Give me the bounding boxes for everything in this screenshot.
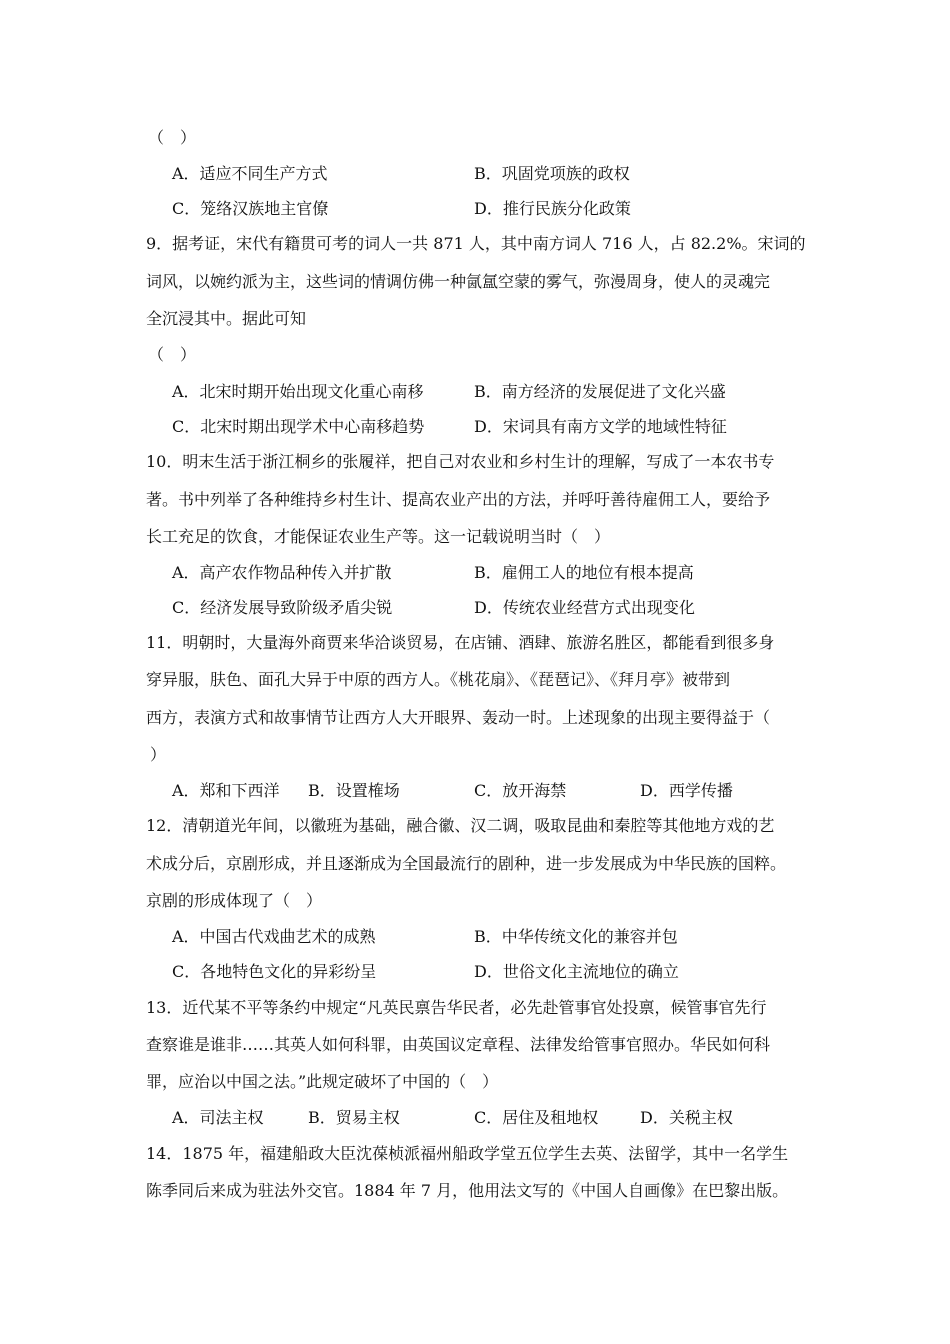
question-11-text: 穿异服，肤色、面孔大异于中原的西方人。《桃花扇》、《琵琶记》、《拜月亭》被带到 xyxy=(146,670,731,689)
option-a: A．中国古代戏曲艺术的成熟 xyxy=(172,927,376,946)
question-9-text: 全沉浸其中。据此可知 xyxy=(146,309,307,328)
option-b: B．巩固党项族的政权 xyxy=(474,164,630,183)
option-b: B．设置榷场 xyxy=(308,781,400,800)
question-11-text: 11．明朝时，大量海外商贾来华洽谈贸易，在店铺、酒肆、旅游名胜区，都能看到很多身 xyxy=(146,633,775,652)
option-c: C．经济发展导致阶级矛盾尖锐 xyxy=(172,598,393,617)
question-12-text: 术成分后，京剧形成，并且逐渐成为全国最流行的剧种，进一步发展成为中华民族的国粹。 xyxy=(146,854,787,873)
question-9-text: 9．据考证，宋代有籍贯可考的词人一共 871 人，其中南方词人 716 人，占 82.2%。宋词的 xyxy=(146,234,806,253)
option-b: B．南方经济的发展促进了文化兴盛 xyxy=(474,382,726,401)
question-10-text: 著。书中列举了各种维持乡村生计、提高农业产出的方法，并呼吁善待雇佣工人，要给予 xyxy=(146,490,771,509)
option-d: D．推行民族分化政策 xyxy=(474,199,631,218)
option-c: C．笼络汉族地主官僚 xyxy=(172,199,329,218)
option-d: D．西学传播 xyxy=(640,781,733,800)
option-d: D．宋词具有南方文学的地域性特征 xyxy=(474,417,727,436)
option-d: D．关税主权 xyxy=(640,1108,733,1127)
question-9-text: 词风，以婉约派为主，这些词的情调仿佛一种氤氲空蒙的雾气，弥漫周身，使人的灵魂完 xyxy=(146,272,771,291)
option-a: A．司法主权 xyxy=(172,1108,264,1127)
question-14-text: 陈季同后来成为驻法外交官。1884 年 7 月，他用法文写的《中国人自画像》在巴黎出版。 xyxy=(146,1181,789,1200)
option-c: C．居住及租地权 xyxy=(474,1108,599,1127)
option-a: A．适应不同生产方式 xyxy=(172,164,328,183)
option-c: C．北宋时期出现学术中心南移趋势 xyxy=(172,417,425,436)
question-12-text: 京剧的形成体现了（ ） xyxy=(146,891,323,910)
option-c: C．放开海禁 xyxy=(474,781,567,800)
option-b: B．雇佣工人的地位有根本提高 xyxy=(474,563,694,582)
option-a: A．北宋时期开始出现文化重心南移 xyxy=(172,382,424,401)
option-b: B．贸易主权 xyxy=(308,1108,400,1127)
option-a: A．高产农作物品种传入并扩散 xyxy=(172,563,392,582)
answer-bracket: （ ） xyxy=(148,128,197,147)
question-13-text: 13．近代某不平等条约中规定“凡英民禀告华民者，必先赴管事官处投禀，候管事官先行 xyxy=(146,998,767,1017)
option-a: A．郑和下西洋 xyxy=(172,781,280,800)
option-c: C．各地特色文化的异彩纷呈 xyxy=(172,962,377,981)
answer-bracket: ） xyxy=(150,745,167,764)
question-13-text: 罪，应治以中国之法。”此规定破坏了中国的（ ） xyxy=(146,1072,499,1091)
question-13-text: 查察谁是谁非……其英人如何科罪，由英国议定章程、法律发给管事官照办。华民如何科 xyxy=(146,1035,771,1054)
answer-bracket: （ ） xyxy=(148,345,197,364)
option-d: D．传统农业经营方式出现变化 xyxy=(474,598,695,617)
question-10-text: 长工充足的饮食，才能保证农业生产等。这一记载说明当时（ ） xyxy=(146,527,611,546)
question-10-text: 10．明末生活于浙江桐乡的张履祥，把自己对农业和乡村生计的理解，写成了一本农书专 xyxy=(146,452,775,471)
option-b: B．中华传统文化的兼容并包 xyxy=(474,927,678,946)
question-11-text: 西方，表演方式和故事情节让西方人大开眼界、轰动一时。上述现象的出现主要得益于（ xyxy=(146,708,771,727)
question-12-text: 12．清朝道光年间，以徽班为基础，融合徽、汉二调，吸取昆曲和秦腔等其他地方戏的艺 xyxy=(146,816,775,835)
question-14-text: 14．1875 年，福建船政大臣沈葆桢派福州船政学堂五位学生去英、法留学，其中一名学生 xyxy=(146,1144,789,1163)
option-d: D．世俗文化主流地位的确立 xyxy=(474,962,679,981)
